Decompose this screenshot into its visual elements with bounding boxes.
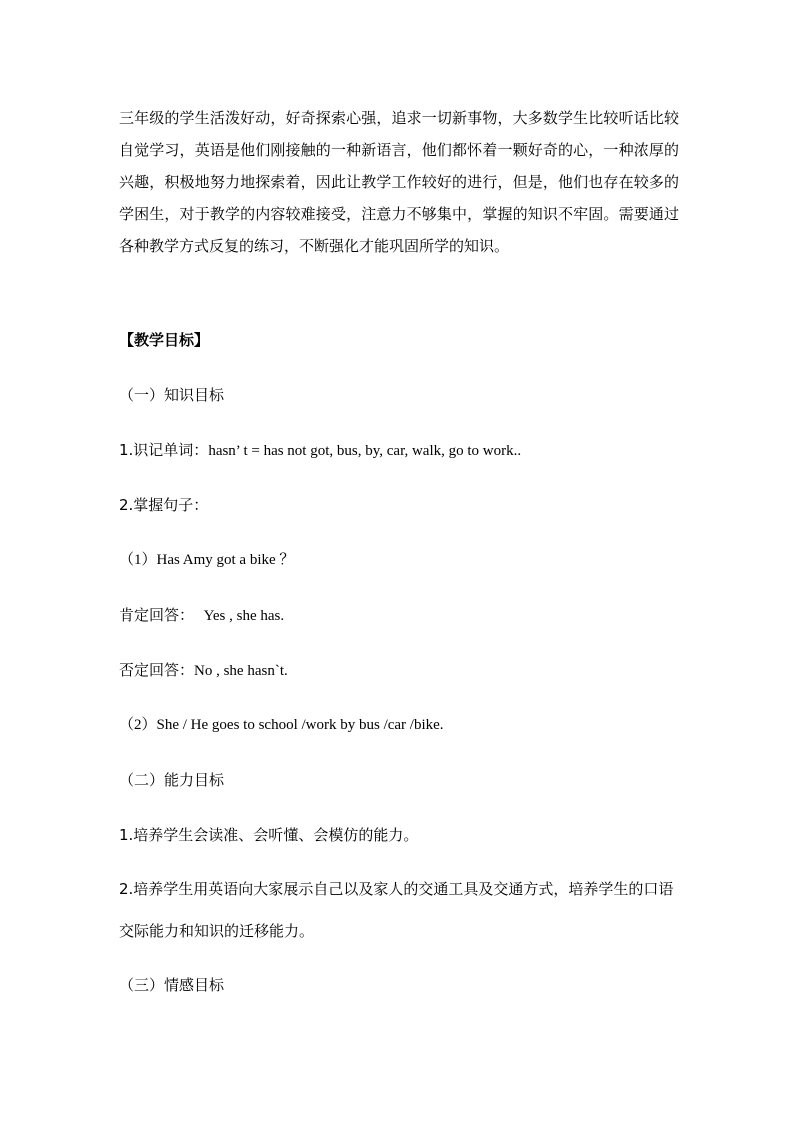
ability-item-one: 1.培养学生会读准、会听懂、会模仿的能力。 [119, 826, 419, 844]
negative-answer-text: No , she hasn`t. [194, 663, 288, 679]
positive-answer-text: Yes , she has. [203, 608, 285, 624]
sentence-one: （1）Has Amy got a bike ？ [119, 552, 295, 568]
knowledge-goals-heading: （一）知识目标 [119, 386, 225, 404]
positive-answer-label: 肯定回答： [119, 606, 195, 624]
vocabulary-label: 1.识记单词： [119, 441, 209, 459]
sentences-item: 2.掌握句子： [119, 496, 209, 514]
negative-answer-label: 否定回答： [119, 661, 195, 679]
ability-item-two: 2.培养学生用英语向大家展示自己以及家人的交通工具及交通方式，培养学生的口语交际能力和知识的迁移能力。 [119, 880, 674, 940]
teaching-goals-heading: 【教学目标】 [119, 331, 210, 349]
vocabulary-words: hasn’ t = has not got, bus, by, car, walk, go to work.. [208, 443, 522, 459]
vocabulary-item [119, 440, 521, 461]
sentence-two: （2）She / He goes to school /work by bus /car /bike. [119, 717, 444, 733]
emotional-goals-heading: （三）情感目标 [119, 976, 225, 994]
intro-paragraph: 三年级的学生活泼好动，好奇探索心强，追求一切新事物，大多数学生比较听话比较自觉学习，英语是他们刚接触的一种新语言，他们都怀着一颗好奇的心，一种浓厚的兴趣，积极地努力地探索着，因此让教学工作较好的进行，但是，他们也存在较多的学困生，对于教学的内容较难接受，注意力不够集中，掌握的知识不牢固。需要通过各种教学方式反复的练习，不断强化才能巩固所学的知识。 [119, 109, 679, 255]
ability-goals-heading: （二）能力目标 [119, 771, 225, 789]
negative-answer [119, 660, 288, 681]
positive-answer [119, 605, 284, 626]
